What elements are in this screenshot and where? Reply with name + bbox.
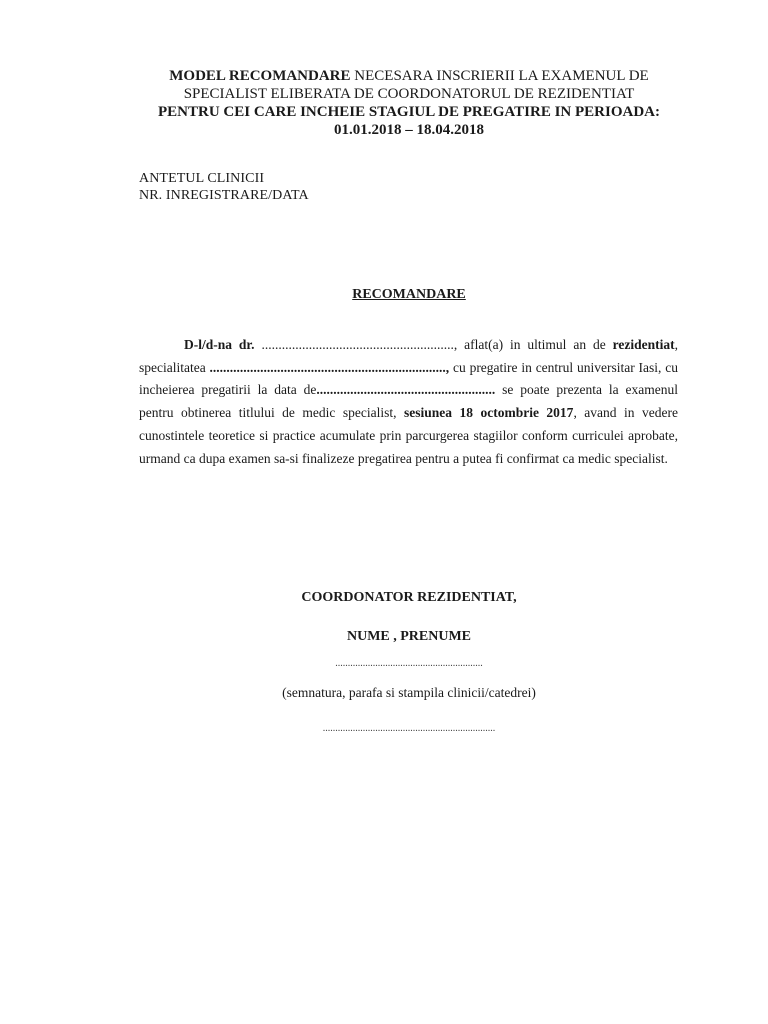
clinic-letterhead-label: ANTETUL CLINICII <box>139 171 265 186</box>
specialty-blank: ......................................................................, <box>209 359 450 375</box>
signature-blank-line: ..................................................................... <box>322 723 496 734</box>
body-text-5: , avand in vedere cunostintele teoretice si practice acumulate prin parcurgerea stagiilor conform curriculei aprobate, urmand ca dupa examen sa-si finalizeze pregatirea pentru a putea fi confirmat ca medic specialist. <box>139 405 678 466</box>
coordinator-name-label: NUME , PRENUME <box>346 629 472 644</box>
doctor-label: D-l/d-na dr. <box>184 337 255 352</box>
title-model-label: MODEL RECOMANDARE <box>169 68 351 84</box>
title-line-2: SPECIALIST ELIBERATA DE COORDONATORUL DE REZIDENTIAT <box>183 86 635 102</box>
recommendation-body <box>139 334 678 470</box>
body-text-1: , aflat(a) in ultimul an de <box>453 337 613 352</box>
registration-number-label: NR. INREGISTRARE/DATA <box>139 188 309 203</box>
clinic-header <box>139 170 309 204</box>
coordinator-title: COORDONATOR REZIDENTIAT, <box>301 590 517 605</box>
residency-label: rezidentiat <box>612 337 675 352</box>
title-line-1-rest: NECESARA INSCRIERII LA EXAMENUL DE <box>350 68 649 84</box>
document-title <box>140 67 678 139</box>
body-text-2: , specialitatea <box>139 337 679 375</box>
session-date: sesiunea 18 octombrie 2017 <box>403 405 574 421</box>
signature-note: (semnatura, parafa si stampila clinicii/catedrei) <box>282 685 536 700</box>
title-period: 01.01.2018 – 18.04.2018 <box>334 122 484 138</box>
name-blank-line: ........................................................... <box>335 658 483 669</box>
body-text-4: se poate prezenta la examenul pentru obtinerea titlului de medic specialist, <box>139 382 678 421</box>
recommendation-heading: RECOMANDARE <box>352 287 466 302</box>
body-text-3: cu pregatire in centrul universitar Iasi, cu incheierea pregatirii la data de <box>139 359 678 398</box>
title-line-1 <box>136 67 682 85</box>
signature-block <box>140 588 678 736</box>
date-blank: ..................................................... <box>316 382 496 398</box>
doctor-name-blank: ......................................................... <box>254 337 454 352</box>
title-line-3: PENTRU CEI CARE INCHEIE STAGIUL DE PREGATIRE IN PERIOADA: <box>157 104 661 120</box>
